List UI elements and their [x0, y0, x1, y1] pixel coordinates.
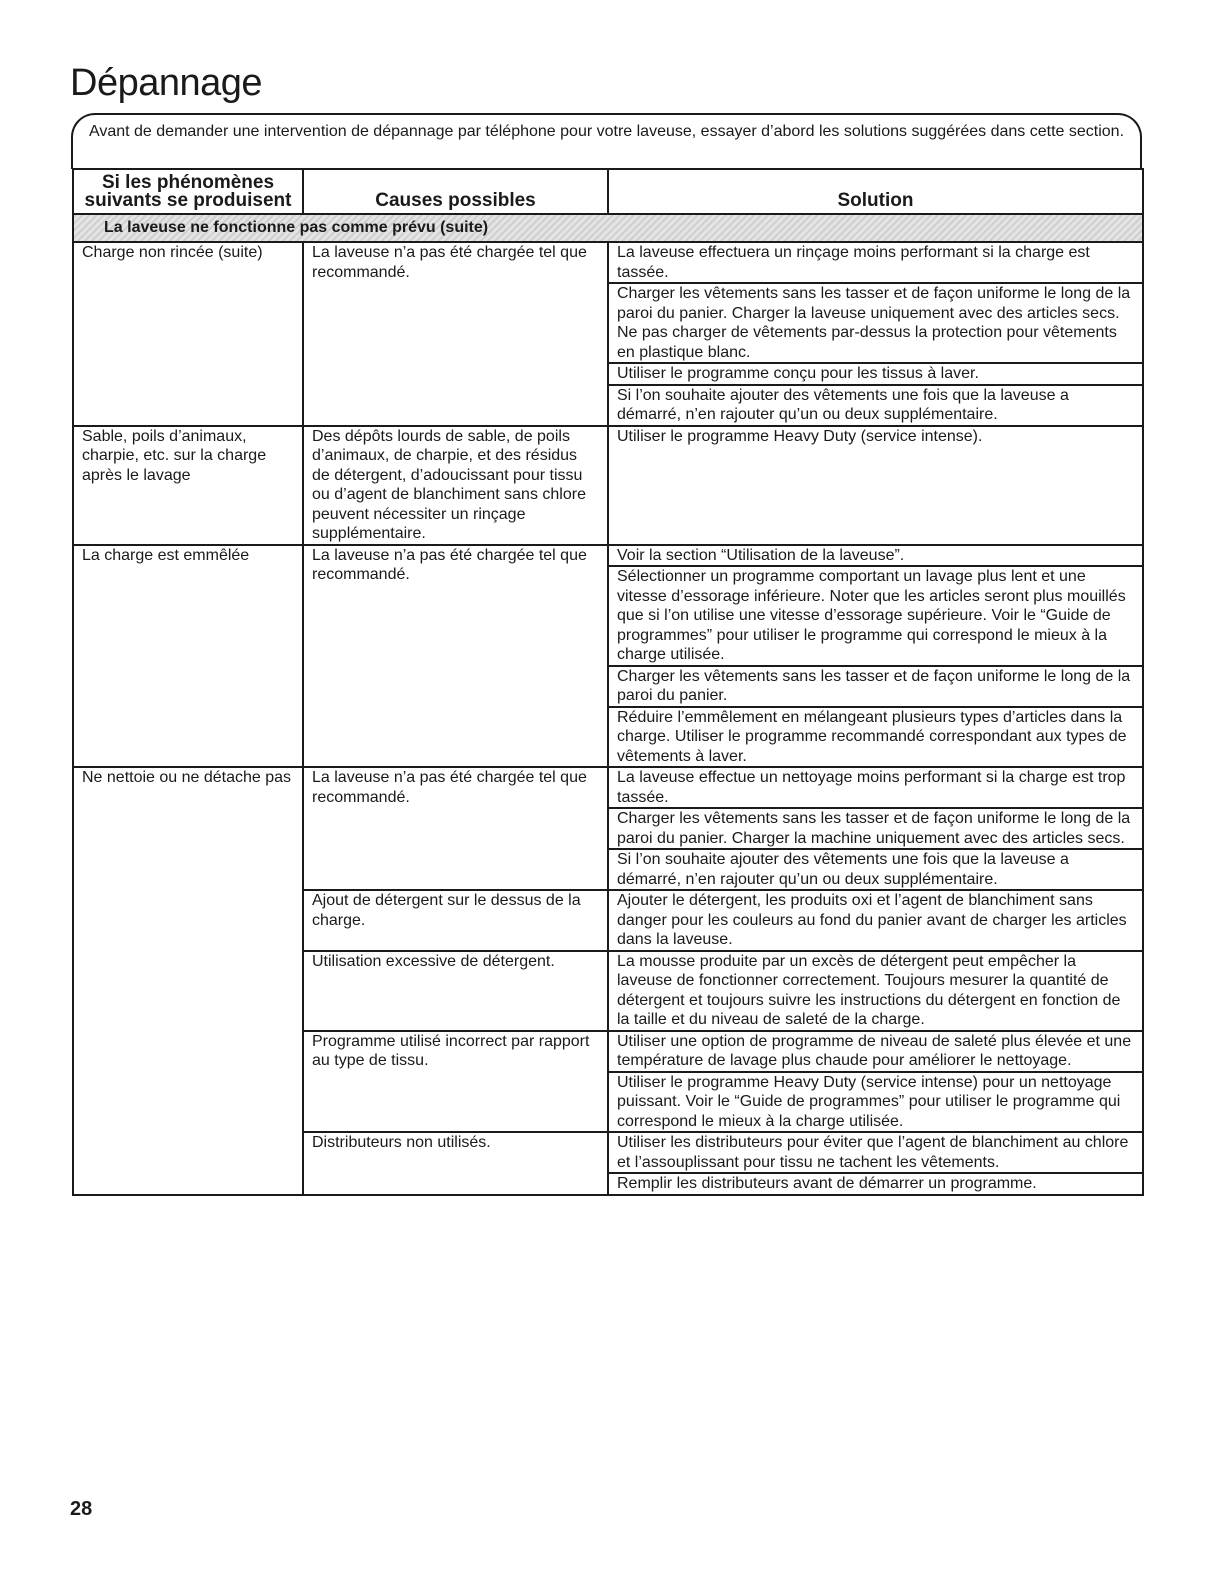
table-row	[73, 426, 1143, 545]
solution-cell: La laveuse effectue un nettoyage moins performant si la charge est trop tassée.	[608, 767, 1143, 808]
solution-cell: Charger les vêtements sans les tasser et de façon uniforme le long de la paroi du panier. Charger la laveuse uniquement avec des articles secs. Ne pas charger de vêtements par-dessus la protection pour vêtements en plastique blanc.	[608, 283, 1143, 363]
solution-cell: Utiliser le programme conçu pour les tissus à laver.	[608, 363, 1143, 385]
header-symptom: Si les phénomènes suivants se produisent	[73, 169, 303, 214]
cause-cell: Des dépôts lourds de sable, de poils d’animaux, de charpie, et des résidus de détergent, d’adoucissant pour tissu ou d’agent de blanchiment sans chlore peuvent nécessiter un rinçage supplémentaire.	[303, 426, 608, 545]
table-row	[73, 545, 1143, 567]
header-causes: Causes possibles	[303, 169, 608, 214]
solution-cell: Utiliser une option de programme de niveau de saleté plus élevée et une température de lavage plus chaude pour améliorer le nettoyage.	[608, 1031, 1143, 1072]
symptom-cell: Sable, poils d’animaux, charpie, etc. sur la charge après le lavage	[73, 426, 303, 545]
header-solution: Solution	[608, 169, 1143, 214]
solution-cell: Charger les vêtements sans les tasser et de façon uniforme le long de la paroi du panier.	[608, 666, 1143, 707]
table-row	[73, 767, 1143, 808]
page-number: 28	[70, 1498, 93, 1520]
table-row	[73, 242, 1143, 283]
solution-cell: Si l’on souhaite ajouter des vêtements une fois que la laveuse a démarré, n’en rajouter qu’un ou deux supplémentaire.	[608, 385, 1143, 426]
troubleshooting-table	[72, 168, 1144, 1196]
symptom-cell: La charge est emmêlée	[73, 545, 303, 768]
solution-cell: Si l’on souhaite ajouter des vêtements une fois que la laveuse a démarré, n’en rajouter qu’un ou deux supplémentaire.	[608, 849, 1143, 890]
solution-cell: Voir la section “Utilisation de la laveuse”.	[608, 545, 1143, 567]
solution-cell: La mousse produite par un excès de détergent peut empêcher la laveuse de fonctionner correctement. Toujours mesurer la quantité de détergent et toujours suivre les instructions du détergent en fonction de la taille et du niveau de saleté de la charge.	[608, 951, 1143, 1031]
solution-cell: Charger les vêtements sans les tasser et de façon uniforme le long de la paroi du panier. Charger la machine uniquement avec des articles secs.	[608, 808, 1143, 849]
solution-cell: Réduire l’emmêlement en mélangeant plusieurs types d’articles dans la charge. Utiliser le programme recommandé correspondant aux types de vêtements à laver.	[608, 707, 1143, 768]
cause-cell: Distributeurs non utilisés.	[303, 1132, 608, 1195]
intro-text: Avant de demander une intervention de dépannage par téléphone pour votre laveuse, essayer d’abord les solutions suggérées dans cette section.	[88, 123, 1125, 140]
solution-cell: Utiliser les distributeurs pour éviter que l’agent de blanchiment au chlore et l’assouplissant pour tissu ne tachent les vêtements.	[608, 1132, 1143, 1173]
page-title: Dépannage	[70, 62, 263, 104]
solution-cell: Utiliser le programme Heavy Duty (service intense).	[608, 426, 1143, 545]
table-header-row	[73, 169, 1143, 214]
section-header-row	[73, 214, 1143, 242]
solution-cell: Utiliser le programme Heavy Duty (service intense) pour un nettoyage puissant. Voir le “Guide de programmes” pour utiliser le programme qui correspond le mieux à la charge utilisée.	[608, 1072, 1143, 1133]
cause-cell: La laveuse n’a pas été chargée tel que recommandé.	[303, 767, 608, 890]
cause-cell: Utilisation excessive de détergent.	[303, 951, 608, 1031]
cause-cell: La laveuse n’a pas été chargée tel que recommandé.	[303, 242, 608, 426]
symptom-cell: Charge non rincée (suite)	[73, 242, 303, 426]
solution-cell: La laveuse effectuera un rinçage moins performant si la charge est tassée.	[608, 242, 1143, 283]
solution-cell: Sélectionner un programme comportant un lavage plus lent et une vitesse d’essorage inférieure. Noter que les articles seront plus mouillés que si l’on utilise une vitesse d’essorage supérieure. Voir le “Guide de programmes” pour utiliser le programme qui correspond le mieux à la charge utilisée.	[608, 566, 1143, 666]
section-title: La laveuse ne fonctionne pas comme prévu (suite)	[73, 214, 1143, 242]
solution-cell: Ajouter le détergent, les produits oxi et l’agent de blanchiment sans danger pour les couleurs au fond du panier avant de charger les articles dans la laveuse.	[608, 890, 1143, 951]
cause-cell: Ajout de détergent sur le dessus de la charge.	[303, 890, 608, 951]
cause-cell: Programme utilisé incorrect par rapport au type de tissu.	[303, 1031, 608, 1133]
cause-cell: La laveuse n’a pas été chargée tel que recommandé.	[303, 545, 608, 768]
solution-cell: Remplir les distributeurs avant de démarrer un programme.	[608, 1173, 1143, 1195]
symptom-cell: Ne nettoie ou ne détache pas	[73, 767, 303, 1195]
